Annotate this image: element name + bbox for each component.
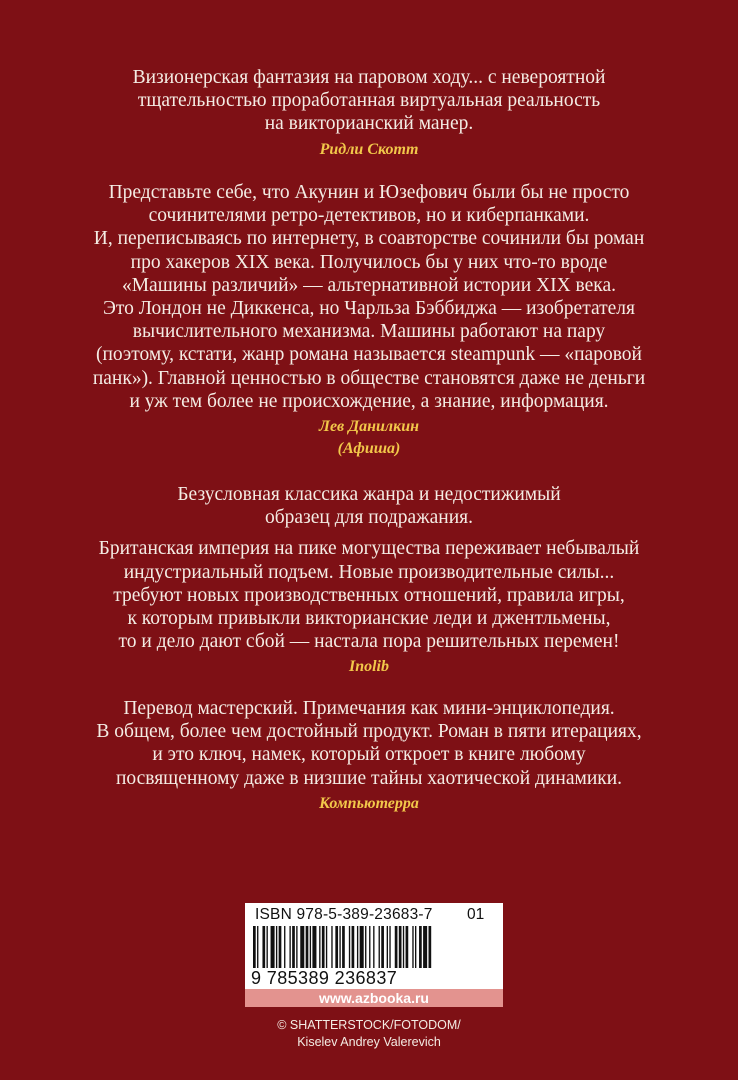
barcode-bar [365, 926, 366, 968]
barcode-bar [381, 926, 384, 968]
barcode-bar [352, 926, 355, 968]
barcode-bar [429, 926, 432, 968]
review-text-line: индустриальный подъем. Новые производительные силы... [123, 561, 615, 583]
barcode-bar [339, 926, 340, 968]
barcode-bar [419, 926, 422, 968]
review-text-line: Это Лондон не Диккенса, но Чарльза Бэббиджа — изобретателя [103, 298, 635, 320]
review-author: Лев Данилкин [318, 418, 420, 436]
credit-line: Kiselev Andrey Valerevich [297, 1035, 441, 1049]
barcode-bar [379, 926, 380, 968]
review-author: Компьютерра [319, 794, 419, 812]
barcode-bar [395, 926, 398, 968]
photo-credit [0, 1017, 738, 1051]
review-text-line: тщательностью проработанная виртуальная реальность [137, 90, 601, 112]
barcode-bar [257, 926, 258, 968]
barcode-bar [360, 926, 364, 968]
review-text-line: Визионерская фантазия на паровом ходу... с невероятной [132, 67, 606, 88]
review-inolib [0, 483, 738, 677]
barcode-bar [389, 926, 390, 968]
barcode-bar [300, 926, 304, 968]
review-text-line: «Машины различий» — альтернативной истории XIX века. [121, 274, 617, 296]
barcode-bar [342, 926, 345, 968]
review-text-line: Представьте себе, что Акунин и Юзефович были бы не просто [108, 182, 630, 203]
barcode-icon [253, 926, 495, 968]
review-text-line: Безусловная классика жанра и недостижимый [177, 484, 561, 505]
review-author: Inolib [348, 658, 389, 676]
barcode-bar [310, 926, 311, 968]
barcode-bar [387, 926, 388, 968]
isbn-number: ISBN 978-5-389-23683-7 [255, 906, 433, 923]
review-text-line: вычислительного механизма. Машины работают на пару [132, 321, 606, 343]
review-computerra [0, 697, 738, 814]
barcode-bar [312, 926, 316, 968]
review-text-line: на викторианский манер. [264, 113, 474, 135]
barcode-bar [331, 926, 332, 968]
review-text-line: и это ключ, намек, который откроет в книге любому [152, 744, 586, 766]
barcode-bar [326, 926, 327, 968]
barcode-bar [276, 926, 277, 968]
review-text-line: Британская империя на пике могущества переживает небывалый [98, 538, 640, 560]
review-text-line: посвященному даже в низшие тайны хаотической динамики. [115, 767, 623, 789]
review-text-line: сочинителями ретро-детективов, но и киберпанками. [148, 205, 590, 227]
barcode-bar [369, 926, 370, 968]
review-text-line: В общем, более чем достойный продукт. Роман в пяти итерациях, [96, 721, 642, 743]
barcode-bar [322, 926, 325, 968]
review-text-line: про хакеров XIX века. Получилось бы у них что-то вроде [130, 251, 608, 273]
barcode-bar [306, 926, 309, 968]
review-text-line: то и дело дают сбой — настала пора решительных перемен! [118, 631, 620, 653]
review-text-line: образец для подражания. [264, 507, 474, 529]
review-source: (Афиша) [337, 440, 401, 458]
barcode-bar [267, 926, 268, 968]
website-label: www.azbooka.ru [245, 989, 503, 1007]
review-text-line: (поэтому, кстати, жанр романа называется steampunk — «паровой [96, 344, 642, 366]
review-text-line: и уж тем более не происхождение, а знание, информация. [129, 390, 609, 412]
review-author: Ридли Скотт [319, 140, 419, 158]
review-text-line: Перевод мастерский. Примечания как мини-энциклопедия. [123, 698, 615, 719]
isbn-addon: 01 [467, 906, 485, 923]
barcode-bar [284, 926, 285, 968]
barcode-bar [319, 926, 320, 968]
review-text-line: панк»). Главной ценностью в обществе становятся даже не деньги [92, 367, 646, 389]
barcode-bar [412, 926, 413, 968]
barcode-bar [415, 926, 416, 968]
barcode-bar [253, 926, 256, 968]
review-ridley-scott [0, 66, 738, 160]
barcode-digits: 9 785389 236837 [251, 968, 398, 988]
review-lev-danilkin [0, 181, 738, 459]
barcode-bar [349, 926, 350, 968]
barcode-bar [271, 926, 275, 968]
barcode-bar [423, 926, 427, 968]
barcode-bar [403, 926, 404, 968]
barcode-bar [357, 926, 358, 968]
barcode-bar [279, 926, 282, 968]
barcode-bar [289, 926, 290, 968]
review-text-line: И, переписываясь по интернету, в соавторстве сочинили бы роман [93, 228, 645, 250]
barcode-bar [262, 926, 265, 968]
barcode-bar [406, 926, 409, 968]
barcode-bar [373, 926, 374, 968]
barcode-bar [399, 926, 402, 968]
barcode-bar [292, 926, 295, 968]
review-text-line: к которым привыкли викторианские леди и джентльмены, [127, 608, 611, 630]
review-text-line: требуют новых производственных отношений, правила игры, [113, 584, 625, 606]
barcode-box [245, 903, 503, 1007]
credit-line: © SHATTERSTOCK/FOTODOM/ [277, 1018, 461, 1032]
barcode-bar [296, 926, 297, 968]
barcode-bar [335, 926, 338, 968]
